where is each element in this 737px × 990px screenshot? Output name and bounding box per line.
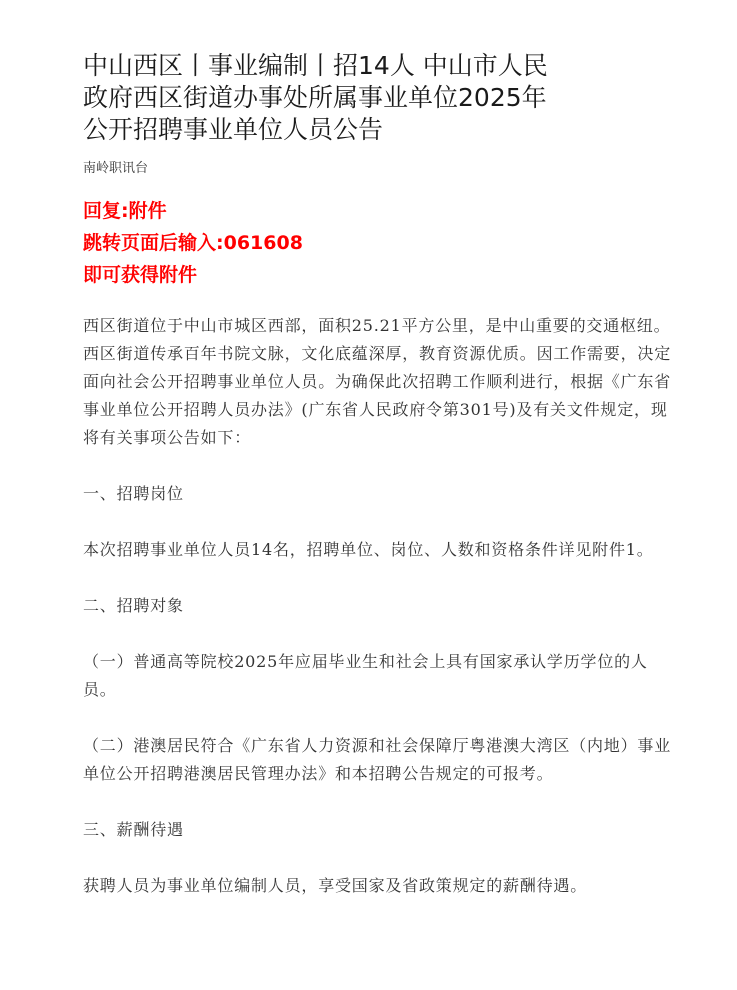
promo-block [83, 195, 673, 291]
promo-line-get: 即可获得附件 [83, 264, 198, 286]
section-heading-positions: 一、招聘岗位 [83, 484, 184, 503]
promo-line-code: 跳转页面后输入:061608 [83, 232, 303, 254]
salary-paragraph: 获聘人员为事业单位编制人员，享受国家及省政策规定的薪酬待遇。 [83, 876, 588, 895]
targets-item-1: （一）普通高等院校2025年应届毕业生和社会上具有国家承认学历学位的人员。 [83, 652, 648, 699]
intro-paragraph: 西区街道位于中山市城区西部，面积25.21平方公里，是中山重要的交通枢纽。西区街道传承百年书院文脉，文化底蕴深厚，教育资源优质。因工作需要，决定面向社会公开招聘事业单位人员。为确保此次招聘工作顺利进行，根据《广东省事业单位公开招聘人员办法》(广东省人民政府令第301号)及有关文件规定，现将有关事项公告如下： [83, 316, 672, 447]
targets-item-2: （二）港澳居民符合《广东省人力资源和社会保障厅粤港澳大湾区（内地）事业单位公开招聘港澳居民管理办法》和本招聘公告规定的可报考。 [83, 736, 672, 783]
author-name[interactable]: 南岭职讯台 [83, 161, 149, 176]
article [83, 50, 673, 900]
promo-line-reply: 回复:附件 [83, 200, 167, 222]
section-heading-salary: 三、薪酬待遇 [83, 820, 184, 839]
article-title: 中山西区丨事业编制丨招14人 中山市人民政府西区街道办事处所属事业单位2025年公开招聘事业单位人员公告 [83, 51, 548, 144]
positions-paragraph: 本次招聘事业单位人员14名，招聘单位、岗位、人数和资格条件详见附件1。 [83, 540, 654, 559]
section-heading-targets: 二、招聘对象 [83, 596, 184, 615]
